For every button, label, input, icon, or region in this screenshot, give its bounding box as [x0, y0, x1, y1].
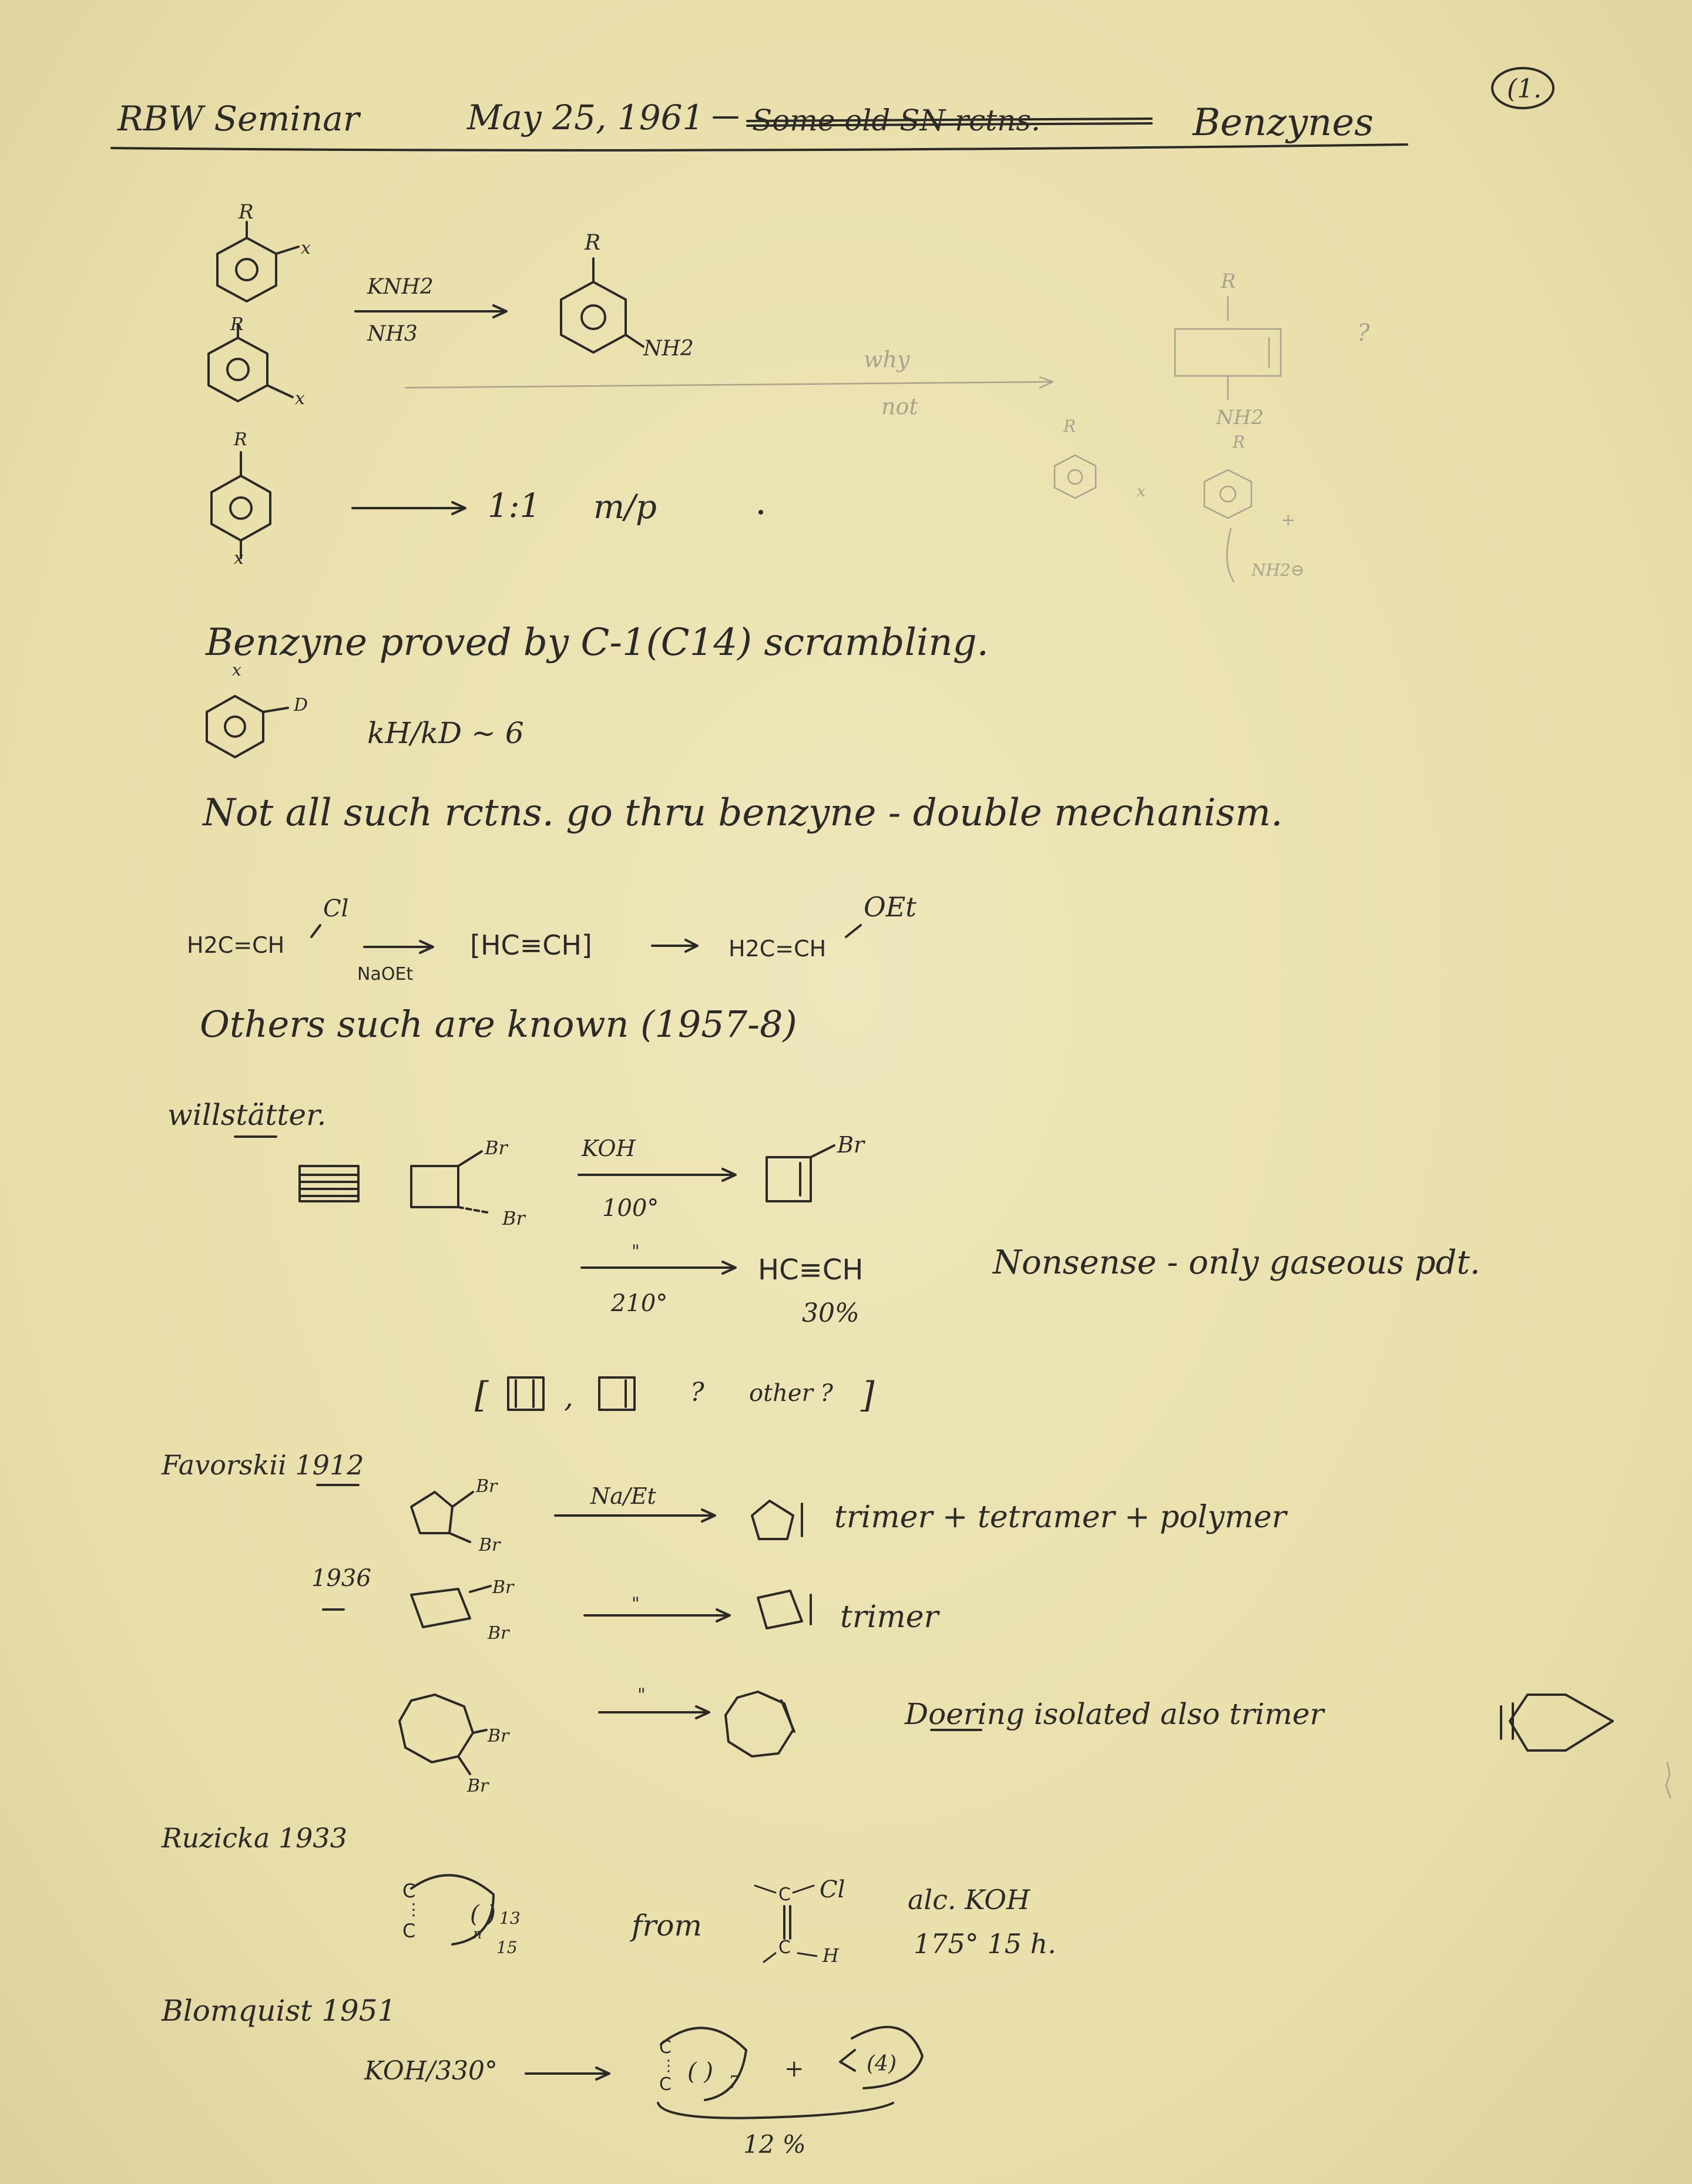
svg-text:C: C [778, 1884, 791, 1905]
meta-halide-structure [209, 314, 305, 409]
benzene-ring [217, 238, 276, 301]
svg-text:+: + [1281, 510, 1296, 530]
svg-text:C: C [778, 1937, 791, 1958]
d-label: D [294, 695, 308, 715]
svg-text:R: R [1063, 416, 1076, 436]
scrambling-line: Benzyne proved by C-1(C14) scrambling. [206, 621, 989, 664]
ring-size-15: 15 [496, 1938, 518, 1957]
aniline-product-structure [561, 231, 694, 361]
year-1936: 1936 [311, 1565, 371, 1592]
cyclobutene-ring [767, 1157, 811, 1201]
svg-text:[: [ [475, 1375, 489, 1416]
aromatic-circle [230, 498, 251, 519]
nh2-label: NH2 [643, 337, 694, 361]
r-label: R [239, 200, 254, 224]
header-underline [112, 145, 1407, 150]
temperature-100: 100° [602, 1195, 659, 1222]
isomer-label: m/p [593, 488, 657, 526]
cyclohexyne-ring [758, 1591, 802, 1628]
oet-label: OEt [864, 891, 916, 923]
alc-koh: alc. KOH [908, 1884, 1030, 1916]
double-mechanism-line: Not all such rctns. go thru benzyne - double mechanism. [203, 791, 1283, 835]
r-label: R [234, 429, 247, 450]
br-label: Br [467, 1776, 489, 1796]
ring-size-13: 13 [499, 1909, 521, 1928]
blomquist-heading: Blomquist 1951 [162, 1994, 397, 2028]
svg-text:?: ? [1357, 320, 1370, 347]
faint-why: why [864, 347, 910, 372]
reagent-koh-330: KOH/330° [364, 2056, 498, 2086]
ditto-mark: " [632, 1241, 640, 1262]
section-blomquist [161, 1994, 922, 2159]
br-label: Br [476, 1476, 498, 1497]
header-topic: Benzynes [1193, 101, 1374, 145]
h-label: H [822, 1944, 839, 1967]
acetylene-intermediate: [HC≡CH] [470, 929, 592, 961]
vinyl-ether: H2C=CH [728, 936, 827, 962]
benzene-ring [209, 338, 267, 401]
svg-text:⋮: ⋮ [661, 2057, 676, 2075]
reagent-kn-h2: KNH2 [367, 275, 434, 299]
br-label: Br [488, 1726, 509, 1746]
section-scrambling [202, 621, 1283, 835]
svg-text:C: C [402, 1920, 416, 1942]
cycloheptene-ring [400, 1695, 473, 1762]
other-label: other ? [749, 1380, 833, 1407]
header-title: RBW Seminar [118, 99, 360, 139]
plus-sign: + [784, 2055, 804, 2082]
trimer-label: trimer [840, 1600, 939, 1635]
willstatter-heading: willstätter. [167, 1098, 327, 1132]
r-label: R [230, 314, 244, 335]
cyclobutane-ring [411, 1166, 458, 1207]
benzene-ring [207, 696, 263, 757]
svg-text:,: , [564, 1380, 573, 1414]
br-label: Br [479, 1535, 501, 1555]
bracket-structure-2 [599, 1377, 634, 1410]
temperature-time: 175° 15 h. [914, 1928, 1056, 1960]
reagent-koh: KOH [582, 1135, 636, 1161]
ruzicka-heading: Ruzicka 1933 [162, 1822, 347, 1854]
faint-not: not [881, 394, 918, 419]
svg-text:C: C [402, 1880, 416, 1902]
ring-size-7: 7 [728, 2072, 740, 2093]
yield-12: 12 % [743, 2130, 806, 2159]
paper-edge-wear [1666, 1762, 1670, 1797]
svg-text:x: x [1137, 483, 1146, 500]
cyclopentyne-ring [752, 1501, 793, 1539]
nonsense-note: Nonsense - only gaseous pdt. [993, 1244, 1480, 1282]
cl-label: Cl [323, 895, 349, 922]
svg-text:C: C [659, 2074, 672, 2095]
svg-text:NH2: NH2 [1216, 406, 1264, 429]
header-struck-text: Some old SN rctns. [752, 103, 1040, 137]
ditto-mark: " [632, 1594, 640, 1614]
svg-text:( ): ( ) [470, 1901, 496, 1928]
trimer-structure [1510, 1695, 1613, 1750]
br-label: Br [492, 1577, 514, 1598]
cl-label: Cl [820, 1876, 845, 1903]
br-label: Br [488, 1623, 509, 1644]
from-label: from [632, 1909, 702, 1943]
svg-text:C: C [659, 2037, 672, 2058]
r-label: R [585, 231, 601, 255]
x-label: x [301, 238, 311, 258]
benzene-ring [212, 476, 270, 540]
br-label: Br [485, 1137, 508, 1159]
br-label: Br [837, 1132, 865, 1158]
aromatic-circle [236, 259, 257, 280]
page-number: (1. [1507, 74, 1542, 104]
acetylene-product: HC≡CH [758, 1254, 864, 1286]
svg-text:( ): ( ) [687, 2058, 713, 2085]
reagent-naoet: NaOEt [357, 964, 414, 985]
reagent-nh3: NH3 [367, 322, 418, 346]
bracket-structure-1 [508, 1377, 543, 1410]
others-known-note: Others such are known (1957-8) [200, 1003, 797, 1046]
x-label: x [234, 548, 244, 569]
faint-benzyne-structure [1175, 270, 1370, 429]
br-label: Br [502, 1207, 525, 1229]
x-label: x [295, 388, 305, 409]
ortho-halide-structure [217, 200, 311, 301]
favorskii-products: trimer + tetramer + polymer [834, 1500, 1287, 1535]
header-date: May 25, 1961 [467, 98, 704, 137]
svg-text:NH2⊖: NH2⊖ [1251, 560, 1305, 580]
section-vinyl-chloride [187, 891, 916, 1046]
svg-text:R: R [1221, 270, 1236, 293]
temperature-210: 210° [611, 1290, 668, 1317]
svg-text:R: R [1233, 432, 1246, 452]
vinyl-chloride: H2C=CH [187, 932, 285, 958]
x-label: x [232, 660, 241, 680]
isotope-effect: kH/kD ~ 6 [367, 716, 524, 750]
faint-arrow [405, 382, 1052, 388]
cyclopentene-ring [411, 1492, 452, 1533]
ditto-mark: " [637, 1685, 646, 1705]
ring-size-4: (4) [867, 2052, 897, 2076]
yield-30: 30% [802, 1298, 860, 1328]
aromatic-circle [227, 359, 249, 380]
section-favorskii [161, 1449, 1613, 1796]
reagent-na-et: Na/Et [590, 1483, 656, 1509]
section-benzyne-reaction [209, 200, 1370, 582]
cyclohexene-ring [411, 1589, 470, 1627]
para-halide-structure [212, 429, 270, 569]
yield-brace [658, 2103, 893, 2118]
faint-mechanism-sketch [1055, 416, 1304, 582]
favorskii-heading: Favorskii 1912 [162, 1449, 364, 1481]
section-ruzicka [161, 1822, 1056, 1967]
svg-text:]: ] [861, 1375, 875, 1416]
aromatic-circle [582, 305, 605, 329]
section-willstatter [167, 1098, 1480, 1416]
question-mark: ? [690, 1377, 704, 1407]
benzene-ring [561, 282, 626, 352]
ring-n: n [473, 1926, 482, 1942]
header [112, 68, 1553, 150]
doering-note: Doering isolated also trimer [905, 1697, 1324, 1731]
svg-text:⋮: ⋮ [405, 1900, 422, 1919]
ratio-value: 1:1 [488, 487, 541, 525]
